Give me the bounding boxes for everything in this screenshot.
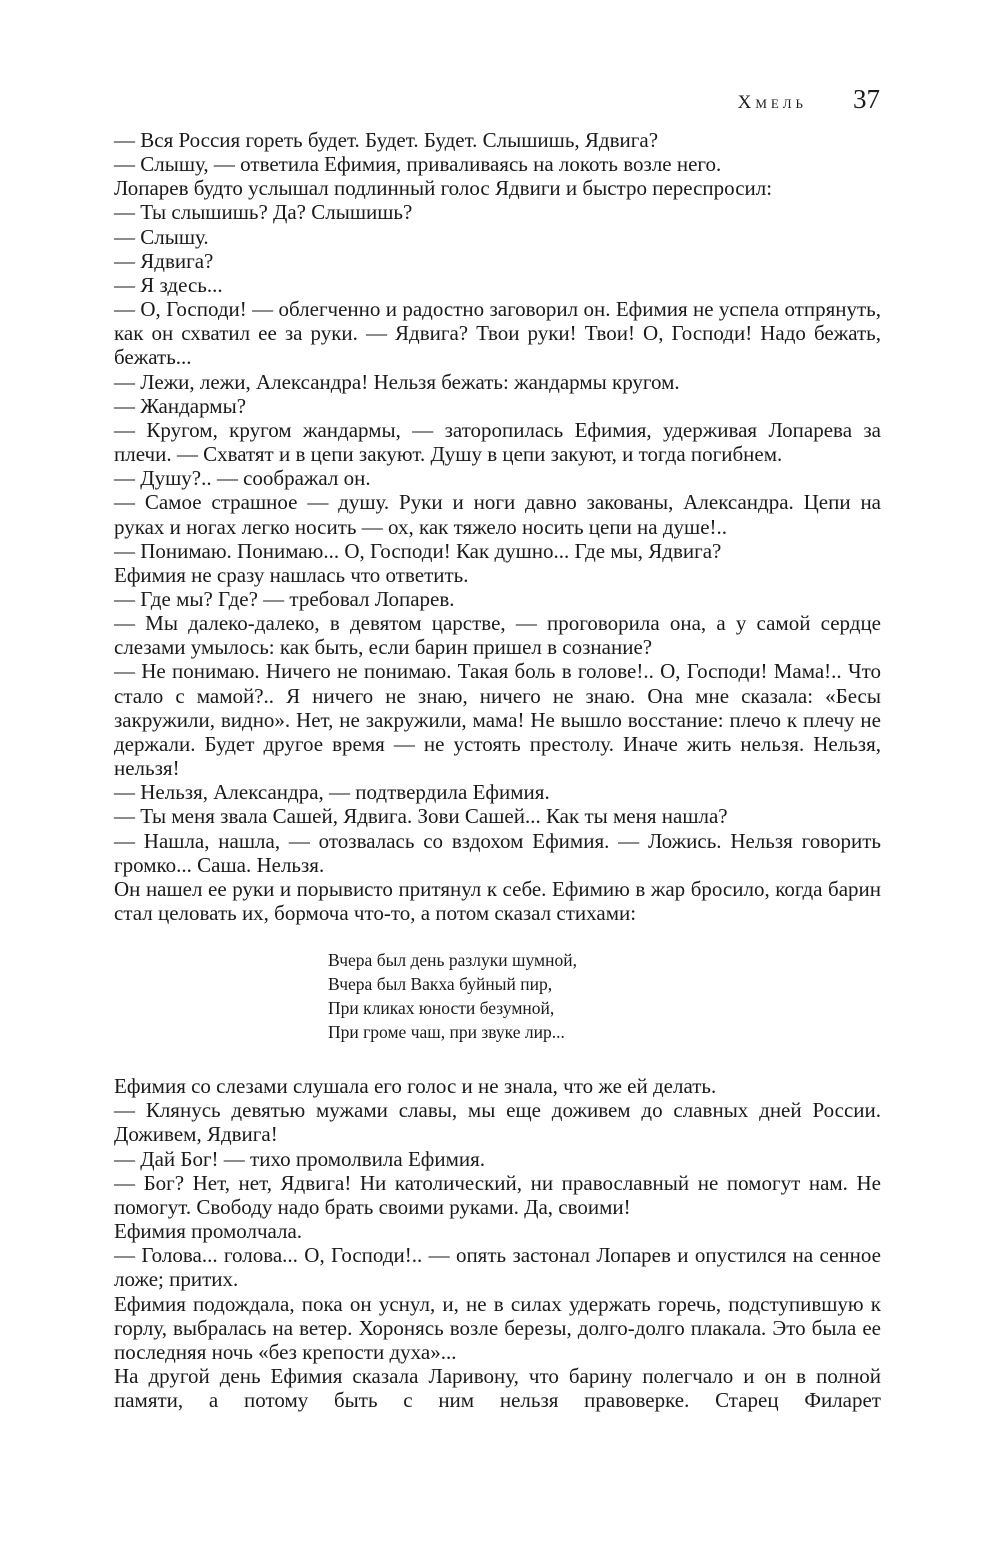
paragraph: Лопарев будто услышал подлинный голос Ядвиги и быстро переспросил: — [114, 176, 773, 201]
running-head — [738, 84, 880, 116]
verse-line: Вчера был день разлуки шумной, — [328, 950, 577, 971]
paragraph: — Ты меня звала Сашей, Ядвига. Зови Сашей... Как ты меня нашла? — [114, 804, 728, 829]
paragraph: — Нашла, нашла, — отозвалась со вздохом Ефимия. — Ложись. Нельзя говорить громко... Саша. Нельзя. — [114, 828, 881, 877]
paragraph: — Нельзя, Александра, — подтвердила Ефимия. — [114, 780, 550, 805]
paragraph: Он нашел ее руки и порывисто притянул к себе. Ефимию в жар бросило, когда барин стал целовать их, бормоча что-то, а потом сказал стихами: — [114, 876, 881, 925]
paragraph: Ефимия не сразу нашлась что ответить. — [114, 562, 469, 587]
paragraph: — Бог? Нет, нет, Ядвига! Ни католический, ни православный не помогут нам. Не помогут. Свободу надо брать своими руками. Да, своими! — [114, 1170, 881, 1219]
paragraph: Ефимия промолчала. — [114, 1219, 303, 1244]
paragraph: — Жандармы? — [114, 393, 247, 418]
paragraph: — Самое страшное — душу. Руки и ноги давно закованы, Александра. Цепи на руках и ногах легко носить — ох, как тяжело носить цепи на душе!.. — [114, 490, 881, 539]
verse-line: Вчера был Вакха буйный пир, — [328, 974, 553, 995]
paragraph: — Не понимаю. Ничего не понимаю. Такая боль в голове!.. О, Господи! Мама!.. Что стало с мамой?.. Я ничего не знаю, ничего не знаю. Она мне сказала: «Бесы закружили, видно». Нет, не закружили, мама! Не вышло восстание: плечо к плечу не держали. Будет другое время — не устоять престолу. Иначе жить нельзя. Нельзя, нельзя! — [114, 659, 881, 781]
paragraph: — Слышу. — [114, 224, 209, 249]
paragraph: Ефимия подождала, пока он уснул, и, не в силах удержать горечь, подступившую к горлу, выбралась на ветер. Хоронясь возле березы, долго-долго плакала. Это была ее последняя ночь «без крепости духа»... — [114, 1291, 881, 1364]
paragraph: — Клянусь девятью мужами славы, мы еще доживем до славных дней России. Доживем, Ядвига! — [114, 1098, 881, 1147]
paragraph: — Ядвига? — [114, 248, 214, 273]
paragraph: — Лежи, лежи, Александра! Нельзя бежать: жандармы кругом. — [114, 369, 680, 394]
body-text — [114, 128, 881, 1412]
paragraph: — Кругом, кругом жандармы, — заторопилась Ефимия, удерживая Лопарева за плечи. — Схватят и в цепи закуют. Душу в цепи закуют, и тогда погибнем. — [114, 417, 881, 467]
paragraph: — Дай Бог! — тихо промолвила Ефимия. — [114, 1146, 486, 1171]
paragraph: — Мы далеко-далеко, в девятом царстве, — проговорила она, а у самой сердце слезами умылось: как быть, если барин пришел в сознание? — [114, 611, 881, 660]
paragraph-continued: На другой день Ефимия сказала Ларивону, что барину полегчало и он в полной памяти, а потому быть с ним нельзя правоверке. Старец Филарет — [114, 1364, 881, 1413]
paragraph: — О, Господи! — облегченно и радостно заговорил он. Ефимия не успела отпрянуть, как он схватил ее за руки. — Ядвига? Твои руки! Твои! О, Господи! Надо бежать, бежать... — [114, 297, 881, 370]
paragraph: — Голова... голова... О, Господи!.. — опять застонал Лопарев и опустился на сенное ложе; притих. — [114, 1243, 881, 1292]
paragraph: — Понимаю. Понимаю... О, Господи! Как душно... Где мы, Ядвига? — [114, 538, 722, 563]
paragraph: — Душу?.. — соображал он. — [114, 466, 371, 491]
paragraph: Ефимия со слезами слушала его голос и не знала, что же ей делать. — [114, 1074, 717, 1099]
paragraph: — Ты слышишь? Да? Слышишь? — [114, 200, 413, 225]
paragraph: — Где мы? Где? — требовал Лопарев. — [114, 586, 455, 611]
verse-block — [328, 948, 881, 1044]
running-title: Хмель — [737, 92, 807, 113]
paragraph: — Слышу, — ответила Ефимия, приваливаясь на локоть возле него. — [114, 152, 722, 177]
verse-line: При громе чаш, при звуке лир... — [328, 1022, 565, 1043]
paragraph: — Я здесь... — [114, 272, 223, 297]
page-number: 37 — [853, 84, 880, 114]
paragraph: — Вся Россия гореть будет. Будет. Будет. Слышишь, Ядвига? — [114, 128, 659, 152]
verse-line: При кликах юности безумной, — [328, 998, 555, 1019]
